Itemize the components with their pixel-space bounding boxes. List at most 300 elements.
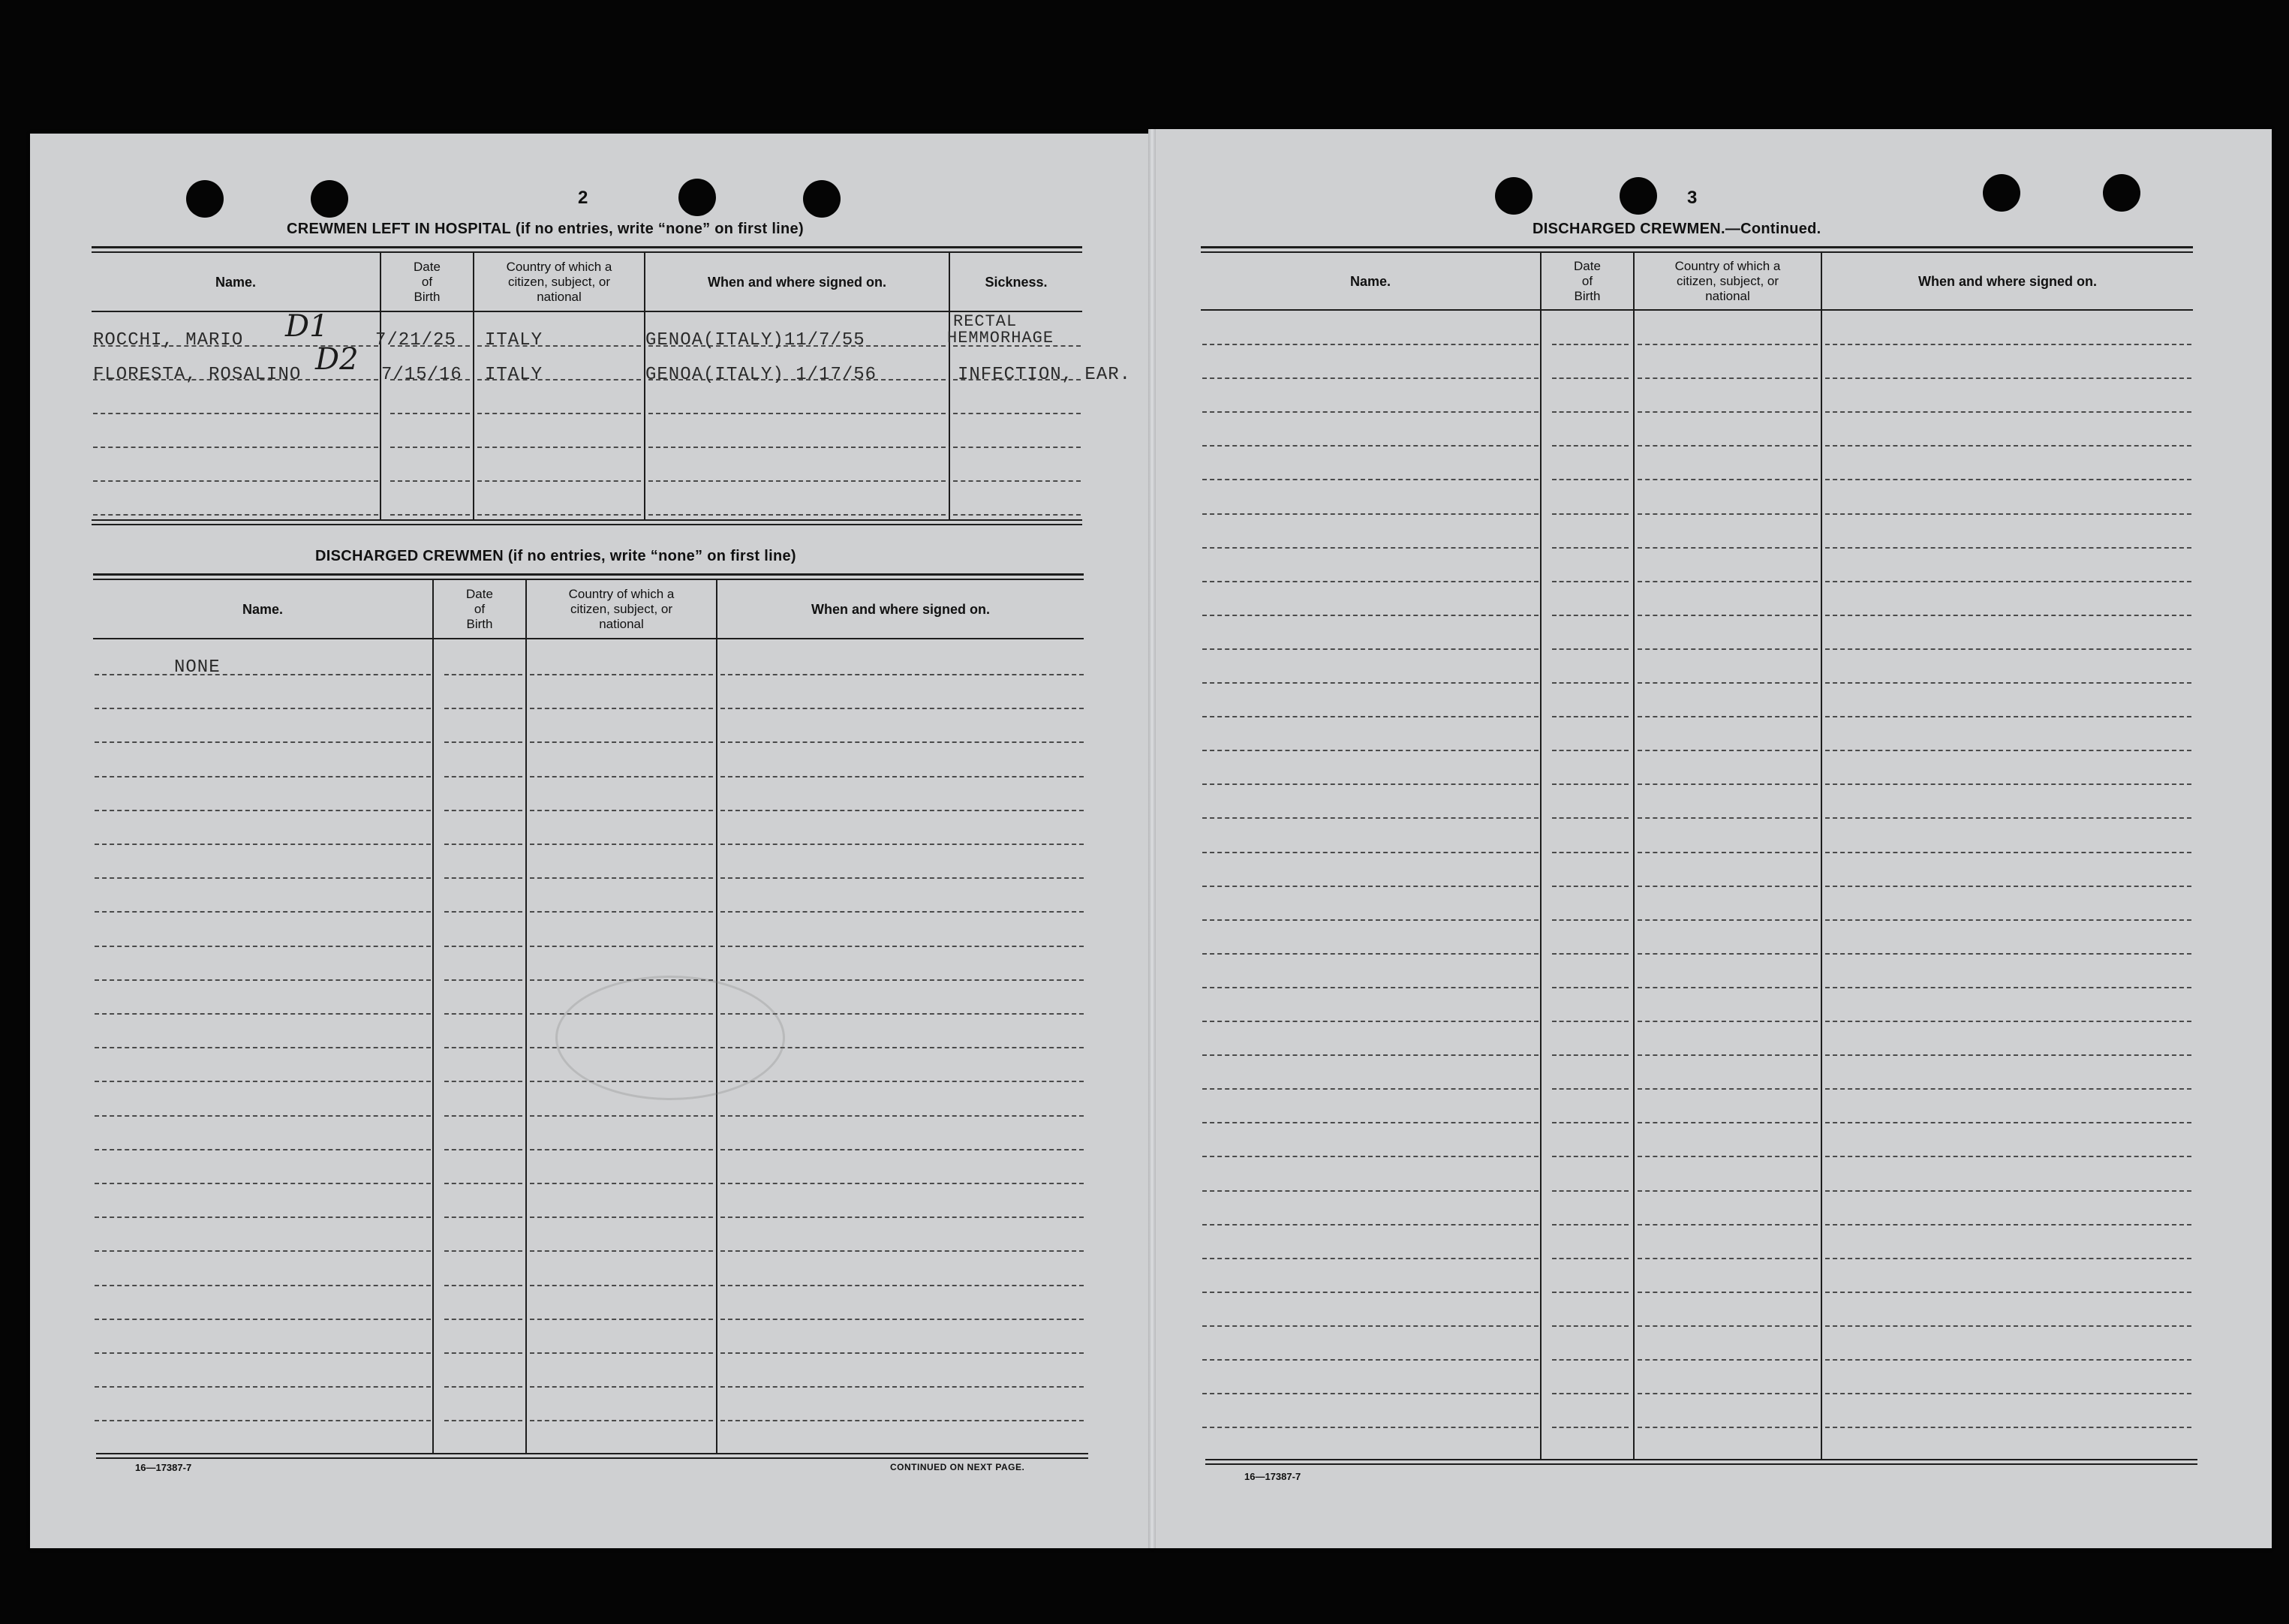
dotted-entry-line: [95, 844, 431, 845]
dotted-entry-line: [1638, 648, 1818, 650]
dotted-entry-line: [1552, 783, 1629, 785]
dotted-entry-line: [1825, 1190, 2191, 1192]
entry-signed-on: GENOA(ITALY)11/7/55: [645, 330, 865, 350]
dotted-entry-line: [1552, 1190, 1629, 1192]
dotted-entry-line: [1202, 648, 1539, 650]
dotted-entry-line: [1552, 344, 1629, 345]
form-id-right: 16—17387-7: [1244, 1471, 1301, 1482]
dotted-entry-line: [1638, 987, 1818, 988]
dotted-entry-line: [720, 1386, 1084, 1388]
dotted-entry-line: [1825, 817, 2191, 819]
dotted-entry-line: [1202, 852, 1539, 853]
dotted-entry-line: [477, 447, 641, 448]
dotted-entry-line: [1552, 817, 1629, 819]
dotted-entry-line: [95, 1352, 431, 1354]
dotted-entry-line: [444, 708, 522, 709]
dotted-entry-line: [1638, 1156, 1818, 1157]
dotted-entry-line: [530, 1115, 713, 1117]
header-name: Name.: [1349, 274, 1391, 289]
dotted-entry-line: [390, 413, 470, 414]
dotted-entry-line: [444, 1183, 522, 1184]
dotted-entry-line: [530, 1250, 713, 1252]
dotted-entry-line: [720, 1149, 1084, 1150]
dotted-entry-line: [444, 979, 522, 981]
dotted-entry-line: [720, 1285, 1084, 1286]
dotted-entry-line: [1825, 615, 2191, 616]
dotted-entry-line: [1202, 783, 1539, 785]
right-top-rule: [1201, 246, 2193, 248]
dotted-entry-line: [1202, 716, 1539, 717]
dotted-entry-line: [1552, 1088, 1629, 1090]
dotted-entry-line: [444, 877, 522, 879]
faint-stamp: [555, 976, 785, 1100]
dotted-entry-line: [1825, 987, 2191, 988]
dotted-entry-line: [1202, 411, 1539, 413]
hospital-bottom-rule: [92, 519, 1082, 521]
dotted-entry-line: [1552, 1054, 1629, 1056]
dotted-entry-line: [93, 480, 378, 482]
dotted-entry-line: [1825, 716, 2191, 717]
dotted-entry-line: [1202, 547, 1539, 549]
entry-sickness: RECTAL: [953, 312, 1018, 331]
dotted-entry-line: [530, 1352, 713, 1354]
dotted-entry-line: [530, 741, 713, 743]
dotted-entry-line: [530, 1386, 713, 1388]
page-number-right: 3: [1687, 188, 1698, 208]
dotted-entry-line: [1825, 1122, 2191, 1123]
discharged-top-rule: [93, 579, 1084, 580]
dotted-entry-line: [1638, 682, 1818, 684]
dotted-entry-line: [1552, 852, 1629, 853]
dotted-entry-line: [444, 1285, 522, 1286]
page-fold: [1148, 129, 1156, 1548]
dotted-entry-line: [720, 1081, 1084, 1082]
dotted-entry-line: [95, 708, 431, 709]
dotted-entry-line: [1638, 615, 1818, 616]
dotted-entry-line: [1552, 479, 1629, 480]
dotted-entry-line: [93, 514, 378, 516]
dotted-entry-line: [444, 741, 522, 743]
dotted-entry-line: [444, 844, 522, 845]
dotted-entry-line: [1638, 1224, 1818, 1226]
dotted-entry-line: [1202, 953, 1539, 955]
dotted-entry-line: [720, 1420, 1084, 1421]
dotted-entry-line: [720, 741, 1084, 743]
dotted-entry-line: [530, 1216, 713, 1218]
entry-none: NONE: [174, 657, 221, 678]
dotted-entry-line: [444, 1386, 522, 1388]
dotted-entry-line: [1825, 445, 2191, 447]
dotted-entry-line: [1202, 1325, 1539, 1327]
right-form-page: [1152, 129, 2272, 1548]
discharged-continued-title: DISCHARGED CREWMEN.—Continued.: [1533, 221, 1821, 237]
column-divider: [432, 579, 434, 1453]
entry-country: ITALY: [485, 365, 543, 385]
dotted-entry-line: [1202, 377, 1539, 379]
dotted-entry-line: [720, 674, 1084, 675]
dotted-entry-line: [444, 776, 522, 777]
dotted-entry-line: [1638, 445, 1818, 447]
dotted-entry-line: [95, 877, 431, 879]
dotted-entry-line: [1638, 783, 1818, 785]
column-divider: [525, 579, 527, 1453]
dotted-entry-line: [1638, 1054, 1818, 1056]
dotted-entry-line: [1552, 377, 1629, 379]
dotted-entry-line: [1552, 1021, 1629, 1022]
dotted-entry-line: [720, 1250, 1084, 1252]
header-dob: Date of Birth: [466, 587, 493, 631]
discharged-bottom-rule: [96, 1453, 1088, 1454]
dotted-entry-line: [1202, 1393, 1539, 1394]
column-divider: [1540, 252, 1542, 1459]
dotted-entry-line: [720, 708, 1084, 709]
entry-dob: 7/21/25: [375, 330, 456, 350]
dotted-entry-line: [953, 480, 1081, 482]
dotted-entry-line: [1825, 1292, 2191, 1293]
discharged-header-rule: [93, 638, 1084, 639]
dotted-entry-line: [93, 413, 378, 414]
dotted-entry-line: [1202, 344, 1539, 345]
dotted-entry-line: [1202, 1258, 1539, 1259]
dotted-entry-line: [444, 810, 522, 811]
dotted-entry-line: [720, 1183, 1084, 1184]
dotted-entry-line: [530, 674, 713, 675]
dotted-entry-line: [390, 447, 470, 448]
dotted-entry-line: [1825, 1359, 2191, 1361]
header-signed-on: When and where signed on.: [1918, 274, 2098, 289]
dotted-entry-line: [1638, 817, 1818, 819]
dotted-entry-line: [95, 946, 431, 947]
dotted-entry-line: [444, 1319, 522, 1320]
dotted-entry-line: [95, 1420, 431, 1421]
dotted-entry-line: [444, 1216, 522, 1218]
dotted-entry-line: [444, 946, 522, 947]
dotted-entry-line: [720, 844, 1084, 845]
dotted-entry-line: [1552, 1393, 1629, 1394]
dotted-entry-line: [1638, 886, 1818, 887]
dotted-entry-line: [1552, 919, 1629, 921]
dotted-entry-line: [1552, 1359, 1629, 1361]
dotted-entry-line: [1638, 344, 1818, 345]
dotted-entry-line: [1552, 886, 1629, 887]
dotted-entry-line: [1638, 1258, 1818, 1259]
dotted-entry-line: [444, 1352, 522, 1354]
dotted-entry-line: [1202, 1427, 1539, 1428]
dotted-entry-line: [95, 1115, 431, 1117]
dotted-entry-line: [95, 979, 431, 981]
dotted-entry-line: [1202, 1190, 1539, 1192]
dotted-entry-line: [444, 674, 522, 675]
header-name: Name.: [215, 275, 257, 290]
dotted-entry-line: [1825, 1393, 2191, 1394]
dotted-entry-line: [1202, 1021, 1539, 1022]
dotted-entry-line: [1202, 1224, 1539, 1226]
dotted-entry-line: [1638, 411, 1818, 413]
dotted-entry-line: [1638, 953, 1818, 955]
dotted-entry-line: [1638, 547, 1818, 549]
dotted-entry-line: [1638, 513, 1818, 515]
dotted-entry-line: [720, 911, 1084, 913]
dotted-entry-line: [1202, 919, 1539, 921]
right-header-rule: [1201, 309, 2193, 311]
dotted-entry-line: [1202, 1054, 1539, 1056]
dotted-entry-line: [953, 413, 1081, 414]
dotted-entry-line: [1638, 852, 1818, 853]
hospital-top-rule: [92, 246, 1082, 248]
dotted-entry-line: [648, 413, 946, 414]
form-id-left: 16—17387-7: [135, 1462, 192, 1473]
entry-signed-on: GENOA(ITALY) 1/17/56: [645, 365, 877, 385]
column-divider: [1821, 252, 1822, 1459]
dotted-entry-line: [1825, 919, 2191, 921]
dotted-entry-line: [1638, 1088, 1818, 1090]
dotted-entry-line: [720, 946, 1084, 947]
dotted-entry-line: [1552, 1258, 1629, 1259]
dotted-entry-line: [444, 1149, 522, 1150]
dotted-entry-line: [1552, 1156, 1629, 1157]
dotted-entry-line: [1825, 513, 2191, 515]
dotted-entry-line: [1552, 513, 1629, 515]
right-bottom-rule: [1205, 1459, 2197, 1460]
dotted-entry-line: [1825, 1258, 2191, 1259]
punch-hole: [1983, 174, 2020, 212]
dotted-entry-line: [1202, 1292, 1539, 1293]
header-country: Country of which a citizen, subject, or national: [506, 260, 612, 304]
dotted-entry-line: [1202, 445, 1539, 447]
punch-hole: [803, 180, 841, 218]
dotted-entry-line: [95, 1149, 431, 1150]
dotted-entry-line: [1552, 1427, 1629, 1428]
dotted-entry-line: [530, 1183, 713, 1184]
dotted-entry-line: [477, 480, 641, 482]
hospital-header-rule: [92, 311, 1082, 312]
dotted-entry-line: [720, 979, 1084, 981]
dotted-entry-line: [1825, 682, 2191, 684]
dotted-entry-line: [477, 413, 641, 414]
header-signed-on: When and where signed on.: [707, 275, 887, 290]
right-top-rule: [1201, 251, 2193, 253]
right-bottom-rule: [1205, 1463, 2197, 1465]
dotted-entry-line: [390, 514, 470, 516]
dotted-entry-line: [1638, 1021, 1818, 1022]
dotted-entry-line: [1552, 716, 1629, 717]
discharged-bottom-rule: [96, 1457, 1088, 1459]
dotted-entry-line: [1638, 377, 1818, 379]
dotted-entry-line: [530, 1420, 713, 1421]
dotted-entry-line: [1825, 581, 2191, 582]
punch-hole: [311, 180, 348, 218]
dotted-entry-line: [1825, 783, 2191, 785]
dotted-entry-line: [953, 447, 1081, 448]
dotted-entry-line: [530, 877, 713, 879]
discharged-top-rule: [93, 573, 1084, 576]
dotted-entry-line: [1202, 479, 1539, 480]
header-dob: Date of Birth: [414, 260, 441, 304]
dotted-entry-line: [1638, 750, 1818, 751]
dotted-entry-line: [530, 946, 713, 947]
header-dob: Date of Birth: [1574, 259, 1601, 303]
header-country: Country of which a citizen, subject, or national: [568, 587, 675, 631]
dotted-entry-line: [530, 1285, 713, 1286]
dotted-entry-line: [1552, 615, 1629, 616]
continued-note: CONTINUED ON NEXT PAGE.: [890, 1462, 1025, 1472]
dotted-entry-line: [1552, 987, 1629, 988]
dotted-entry-line: [1825, 648, 2191, 650]
dotted-entry-line: [95, 1047, 431, 1048]
hospital-top-rule: [92, 251, 1082, 253]
dotted-entry-line: [1202, 513, 1539, 515]
dotted-entry-line: [1825, 1088, 2191, 1090]
dotted-entry-line: [720, 1352, 1084, 1354]
dotted-entry-line: [1825, 411, 2191, 413]
dotted-entry-line: [648, 514, 946, 516]
page-number-left: 2: [578, 188, 588, 208]
dotted-entry-line: [1825, 886, 2191, 887]
dotted-entry-line: [95, 911, 431, 913]
dotted-entry-line: [1202, 1088, 1539, 1090]
dotted-entry-line: [95, 741, 431, 743]
punch-hole: [2103, 174, 2140, 212]
dotted-entry-line: [530, 708, 713, 709]
dotted-entry-line: [1552, 682, 1629, 684]
dotted-entry-line: [720, 877, 1084, 879]
handwritten-mark: D1: [285, 309, 329, 344]
dotted-entry-line: [530, 1319, 713, 1320]
dotted-entry-line: [1825, 1427, 2191, 1428]
dotted-entry-line: [1202, 1359, 1539, 1361]
dotted-entry-line: [95, 1319, 431, 1320]
punch-hole: [186, 180, 224, 218]
dotted-entry-line: [444, 911, 522, 913]
dotted-entry-line: [1202, 817, 1539, 819]
dotted-entry-line: [1638, 1122, 1818, 1123]
dotted-entry-line: [1552, 750, 1629, 751]
dotted-entry-line: [390, 480, 470, 482]
column-divider: [1633, 252, 1635, 1459]
dotted-entry-line: [1552, 648, 1629, 650]
dotted-entry-line: [1202, 581, 1539, 582]
dotted-entry-line: [648, 447, 946, 448]
dotted-entry-line: [1825, 547, 2191, 549]
dotted-entry-line: [1638, 1190, 1818, 1192]
dotted-entry-line: [1825, 852, 2191, 853]
dotted-entry-line: [1202, 987, 1539, 988]
dotted-entry-line: [1552, 1292, 1629, 1293]
dotted-entry-line: [1202, 1122, 1539, 1123]
entry-name: FLORESTA, ROSALINO: [93, 365, 302, 385]
dotted-entry-line: [444, 1115, 522, 1117]
dotted-entry-line: [1638, 1325, 1818, 1327]
dotted-entry-line: [1552, 581, 1629, 582]
entry-sickness: HEMMORHAGE: [947, 329, 1054, 347]
dotted-entry-line: [720, 810, 1084, 811]
punch-hole: [678, 179, 716, 216]
dotted-entry-line: [1202, 886, 1539, 887]
header-name: Name.: [242, 602, 284, 617]
dotted-entry-line: [1825, 1325, 2191, 1327]
punch-hole: [1620, 177, 1657, 215]
dotted-entry-line: [1825, 377, 2191, 379]
dotted-entry-line: [444, 1420, 522, 1421]
handwritten-mark: D2: [315, 342, 359, 377]
dotted-entry-line: [1825, 1156, 2191, 1157]
dotted-entry-line: [953, 514, 1081, 516]
dotted-entry-line: [95, 1081, 431, 1082]
dotted-entry-line: [530, 844, 713, 845]
dotted-entry-line: [530, 1149, 713, 1150]
entry-dob: 7/15/16: [381, 365, 462, 385]
dotted-entry-line: [1638, 919, 1818, 921]
dotted-entry-line: [95, 1250, 431, 1252]
dotted-entry-line: [1638, 1393, 1818, 1394]
dotted-entry-line: [444, 1081, 522, 1082]
entry-country: ITALY: [485, 330, 543, 350]
dotted-entry-line: [720, 1115, 1084, 1117]
dotted-entry-line: [95, 674, 431, 675]
dotted-entry-line: [1552, 1224, 1629, 1226]
header-signed-on: When and where signed on.: [811, 602, 991, 617]
dotted-entry-line: [95, 1285, 431, 1286]
dotted-entry-line: [1552, 445, 1629, 447]
dotted-entry-line: [95, 1216, 431, 1218]
dotted-entry-line: [530, 911, 713, 913]
dotted-entry-line: [1638, 479, 1818, 480]
entry-name: ROCCHI, MARIO: [93, 330, 244, 350]
hospital-section-title: CREWMEN LEFT IN HOSPITAL (if no entries, write “none” on first line): [287, 221, 804, 237]
dotted-entry-line: [1552, 547, 1629, 549]
dotted-entry-line: [1202, 682, 1539, 684]
dotted-entry-line: [444, 1047, 522, 1048]
dotted-entry-line: [1552, 1122, 1629, 1123]
dotted-entry-line: [1825, 1224, 2191, 1226]
dotted-entry-line: [1552, 953, 1629, 955]
dotted-entry-line: [1638, 581, 1818, 582]
hospital-bottom-rule: [92, 524, 1082, 525]
dotted-entry-line: [1638, 1359, 1818, 1361]
dotted-entry-line: [1638, 1292, 1818, 1293]
dotted-entry-line: [95, 1183, 431, 1184]
dotted-entry-line: [530, 776, 713, 777]
dotted-entry-line: [720, 1319, 1084, 1320]
entry-sickness: INFECTION, EAR.: [958, 365, 1132, 385]
dotted-entry-line: [1825, 344, 2191, 345]
dotted-entry-line: [444, 1013, 522, 1015]
dotted-entry-line: [1552, 411, 1629, 413]
punch-hole: [1495, 177, 1533, 215]
discharged-section-title: DISCHARGED CREWMEN (if no entries, write “none” on first line): [315, 548, 796, 564]
dotted-entry-line: [95, 810, 431, 811]
dotted-entry-line: [1825, 1021, 2191, 1022]
dotted-entry-line: [1202, 1156, 1539, 1157]
dotted-entry-line: [95, 1386, 431, 1388]
dotted-entry-line: [1825, 1054, 2191, 1056]
dotted-entry-line: [93, 447, 378, 448]
dotted-entry-line: [477, 514, 641, 516]
dotted-entry-line: [530, 810, 713, 811]
header-country: Country of which a citizen, subject, or national: [1674, 259, 1781, 303]
dotted-entry-line: [1552, 1325, 1629, 1327]
dotted-entry-line: [95, 776, 431, 777]
dotted-entry-line: [648, 480, 946, 482]
dotted-entry-line: [720, 1216, 1084, 1218]
dotted-entry-line: [1638, 716, 1818, 717]
dotted-entry-line: [444, 1250, 522, 1252]
dotted-entry-line: [1202, 750, 1539, 751]
dotted-entry-line: [95, 1013, 431, 1015]
header-sickness: Sickness.: [985, 275, 1048, 290]
dotted-entry-line: [1638, 1427, 1818, 1428]
dotted-entry-line: [1825, 953, 2191, 955]
